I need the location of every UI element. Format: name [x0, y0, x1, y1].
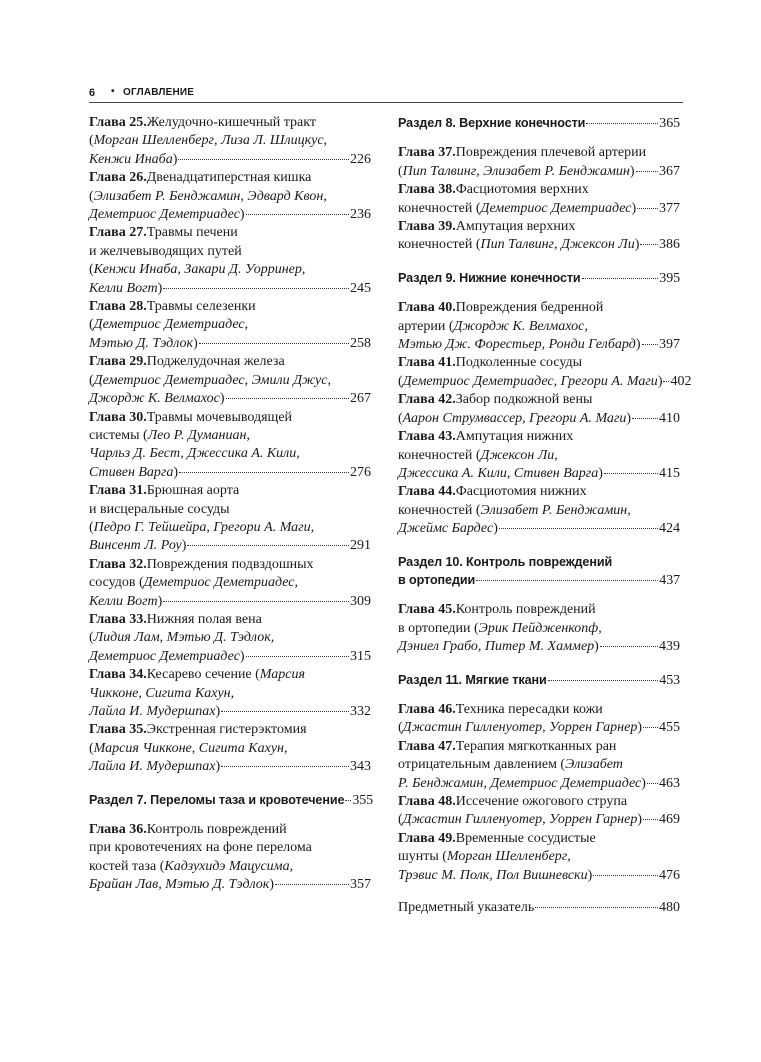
paren: (	[89, 519, 94, 535]
dot-leader	[499, 528, 658, 529]
paren: )	[626, 410, 632, 426]
chapter-title: костей таза (	[89, 858, 165, 874]
chapter-authors: Деметриос Деметриадес	[480, 200, 632, 216]
chapter-authors: Трэвис М. Полк, Пол Вишневски	[398, 867, 588, 883]
paren: )	[598, 465, 603, 481]
chapter-label: Глава 47.	[398, 738, 456, 754]
dot-leader	[226, 398, 349, 399]
dot-leader	[636, 171, 658, 172]
paren: )	[631, 200, 637, 216]
dot-leader	[246, 656, 349, 657]
chapter-title: Иссечение ожогового струпа	[455, 794, 628, 809]
chapter-label: Глава 45.	[398, 602, 456, 618]
chapter-title: сосудов (	[89, 575, 144, 591]
section-label: Раздел 8. Верхние конечности	[398, 116, 586, 130]
toc-entry-chapter-38[interactable]	[398, 181, 680, 218]
toc-entry-chapter-34[interactable]	[89, 666, 371, 721]
chapter-authors: Лайла И. Мудершпах	[89, 704, 216, 719]
page-ref: 226	[350, 151, 371, 167]
chapter-label: Глава 41.	[398, 355, 456, 371]
chapter-label: Глава 44.	[398, 484, 456, 500]
toc-entry-chapter-43[interactable]	[398, 428, 680, 483]
page-ref: 397	[659, 337, 680, 353]
paren: (	[89, 133, 94, 149]
paren: (	[89, 317, 94, 333]
dot-leader	[637, 208, 658, 209]
header-rule	[89, 102, 683, 103]
paren: (	[89, 188, 94, 204]
page-ref: 463	[659, 775, 680, 791]
dot-leader	[476, 580, 658, 581]
paren: (	[89, 372, 94, 388]
chapter-title: и желчевыводящих путей	[89, 243, 242, 259]
chapter-title: при кровотечениях на фоне перелома	[89, 840, 312, 856]
chapter-authors: Морган Шелленберг, Лиза Л. Шлицкус,	[93, 133, 328, 149]
page-ref: 424	[659, 521, 680, 537]
paren: )	[239, 207, 245, 223]
page-ref: 386	[659, 237, 680, 253]
chapter-title: Брюшная аорта	[146, 483, 240, 499]
paren: )	[637, 720, 643, 736]
dot-leader	[586, 123, 658, 124]
chapter-title: Техника пересадки кожи	[455, 701, 603, 717]
chapter-authors: Келли Вогт	[89, 280, 158, 296]
toc-left-column	[89, 114, 374, 895]
header-bullet: •	[111, 86, 115, 97]
dot-leader	[178, 159, 349, 160]
page-ref: 357	[350, 877, 371, 893]
section-label: Раздел 10. Контроль повреждений	[398, 554, 613, 569]
chapter-title: Фасциотомия нижних	[455, 484, 587, 500]
paren: )	[657, 373, 663, 389]
dot-leader	[604, 473, 658, 474]
running-header	[89, 86, 683, 100]
chapter-label: Глава 37.	[398, 145, 456, 161]
chapter-authors: Марсия Чикконе, Сигита Кахун,	[93, 740, 288, 756]
chapter-label: Глава 33.	[89, 611, 147, 627]
paren: )	[629, 163, 635, 179]
dot-leader	[187, 545, 349, 546]
toc-section-8[interactable]	[398, 114, 680, 133]
dot-leader	[643, 727, 658, 728]
toc-entry-subject-index[interactable]	[398, 899, 680, 917]
paren: )	[157, 280, 163, 296]
section-label: Раздел 9. Нижние конечности	[398, 270, 581, 285]
chapter-title: Повреждения бедренной	[455, 300, 604, 316]
dot-leader	[179, 472, 349, 473]
chapter-authors: Марсия	[259, 667, 305, 683]
chapter-title: Экстренная гистерэктомия	[146, 722, 307, 738]
chapter-label: Глава 49.	[398, 830, 456, 846]
toc-right-column	[398, 114, 692, 917]
chapter-authors: Кадзухидэ Мацусима,	[164, 858, 294, 874]
toc-entry-chapter-30[interactable]	[89, 409, 371, 483]
chapter-title: Травмы печени	[146, 225, 238, 241]
toc-entry-chapter-37[interactable]	[398, 144, 680, 181]
page-number: 6	[89, 87, 96, 99]
chapter-authors: Педро Г. Тейшейра, Грегори А. Маги,	[93, 519, 315, 535]
page-ref: 365	[659, 116, 680, 131]
chapter-authors: Джастин Гилленуотер, Уоррен Гарнер	[402, 720, 638, 736]
dot-leader	[548, 680, 659, 681]
chapter-authors: Р. Бенджамин, Деметриос Деметриадес	[398, 775, 642, 791]
paren: )	[215, 704, 221, 719]
chapter-label: Глава 32.	[89, 556, 147, 572]
chapter-authors: Кенжи Инаба	[89, 151, 173, 167]
chapter-title: Ампутация нижних	[455, 429, 574, 445]
chapter-authors: Деметриос Деметриадес,	[143, 575, 299, 591]
toc-entry-chapter-33[interactable]	[89, 611, 371, 666]
toc-entry-chapter-26[interactable]	[89, 169, 371, 224]
chapter-title: Кесарево сечение (	[146, 667, 260, 683]
chapter-title: конечностей (	[398, 237, 481, 253]
chapter-title: Забор подкожной вены	[455, 392, 593, 408]
toc-section-10[interactable]	[398, 553, 680, 591]
page-ref: 276	[350, 464, 371, 480]
toc-entry-chapter-47[interactable]	[398, 738, 680, 793]
page-ref: 455	[659, 720, 680, 736]
toc-entry-chapter-39[interactable]	[398, 218, 680, 255]
chapter-label: Глава 46.	[398, 701, 456, 717]
paren: )	[637, 812, 643, 828]
toc-section-7[interactable]	[89, 791, 374, 810]
page-ref: 258	[350, 335, 371, 351]
chapter-authors: Мэтью Д. Тэдлок	[89, 335, 194, 351]
chapter-authors: Элизабет Р. Бенджамин, Эдвард Квон,	[93, 188, 327, 204]
chapter-title: Контроль повреждений	[146, 822, 287, 838]
chapter-title: Временные сосудистые	[455, 830, 596, 846]
chapter-title: конечностей (	[398, 502, 481, 518]
dot-leader	[600, 646, 658, 647]
chapter-authors: Лайла И. Мудершпах	[89, 759, 216, 775]
toc-entry-chapter-46[interactable]	[398, 701, 680, 738]
chapter-authors: Джессика А. Кили, Стивен Варга	[398, 465, 599, 481]
toc-entry-chapter-48[interactable]	[398, 793, 680, 830]
chapter-label: Глава 28.	[89, 299, 147, 315]
page-ref: 367	[659, 163, 680, 179]
chapter-authors: Джордж К. Велмахос,	[453, 318, 588, 334]
paren: )	[157, 593, 163, 609]
dot-leader	[647, 783, 658, 784]
paren: )	[269, 877, 275, 893]
chapter-authors: Деметриос Деметриадес, Грегори А. Маги	[402, 373, 658, 389]
chapter-title: артерии (	[398, 318, 454, 334]
chapter-authors: Элизабет Р. Бенджамин,	[480, 502, 631, 518]
page-ref: 236	[350, 207, 371, 223]
chapter-label: Глава 36.	[89, 822, 147, 838]
chapter-title: Подколенные сосуды	[455, 355, 583, 371]
page-ref: 476	[659, 867, 680, 883]
paren: )	[493, 521, 498, 537]
page-ref: 437	[659, 572, 680, 588]
toc-entry-chapter-29[interactable]	[89, 353, 371, 408]
chapter-label: Глава 29.	[89, 354, 147, 370]
chapter-label: Глава 27.	[89, 225, 147, 241]
chapter-label: Глава 38.	[398, 182, 456, 198]
paren: )	[594, 639, 599, 655]
paren: (	[398, 373, 403, 389]
toc-entry-chapter-45[interactable]	[398, 601, 680, 656]
paren: (	[398, 812, 403, 828]
chapter-title: Фасциотомия верхних	[455, 182, 589, 198]
toc-entry-chapter-32[interactable]	[89, 556, 371, 611]
chapter-label: Глава 43.	[398, 429, 456, 445]
chapter-authors: Пип Талвинг, Элизабет Р. Бенджамин	[402, 163, 630, 179]
dot-leader	[221, 766, 349, 767]
paren: )	[634, 237, 640, 253]
toc-entry-chapter-35[interactable]	[89, 721, 371, 776]
chapter-label: Глава 34.	[89, 667, 147, 683]
paren: (	[398, 163, 403, 179]
dot-leader	[221, 711, 349, 712]
chapter-label: Глава 31.	[89, 483, 147, 499]
chapter-title: системы (	[89, 427, 148, 443]
toc-entry-chapter-31[interactable]	[89, 482, 371, 556]
page-ref: 315	[350, 648, 371, 664]
chapter-title: конечностей (	[398, 200, 481, 216]
paren: )	[173, 464, 179, 480]
paren: (	[89, 740, 94, 756]
page-ref: 402	[670, 373, 692, 389]
chapter-title: Контроль повреждений	[455, 602, 596, 618]
page-ref: 439	[659, 639, 680, 655]
page-ref: 453	[659, 672, 680, 688]
chapter-authors: Дэниел Грабо, Питер М. Хаммер	[398, 639, 595, 655]
chapter-title: Повреждения плечевой артерии	[455, 145, 647, 161]
chapter-authors: Мэтью Дж. Форестьер, Ронди Гелбард	[398, 337, 636, 353]
chapter-authors: Элизабет	[565, 757, 623, 773]
chapter-label: Глава 25.	[89, 115, 147, 130]
dot-leader	[246, 214, 349, 215]
toc-entry-chapter-41[interactable]	[398, 354, 692, 391]
chapter-authors: Деметриос Деметриадес, Эмили Джус,	[93, 372, 331, 388]
chapter-authors: Аарон Струмвассер, Грегори А. Маги	[402, 410, 627, 426]
chapter-title: Двенадцатиперстная кишка	[146, 170, 312, 186]
page-ref: 309	[350, 593, 371, 609]
page-ref: 480	[659, 900, 680, 916]
paren: )	[219, 391, 225, 407]
chapter-authors: Келли Вогт	[89, 593, 158, 609]
chapter-authors: Чикконе, Сигита Кахун,	[89, 685, 235, 701]
dot-leader	[535, 907, 658, 908]
dot-leader	[345, 800, 351, 801]
chapter-label: Глава 35.	[89, 722, 147, 738]
section-label: Раздел 7. Переломы таза и кровотечение	[89, 792, 345, 807]
chapter-label: Глава 48.	[398, 794, 456, 809]
chapter-authors: Пип Талвинг, Джексон Ли	[480, 237, 635, 253]
chapter-label: Глава 30.	[89, 409, 147, 425]
paren: )	[172, 151, 178, 167]
page-ref: 355	[352, 792, 374, 808]
toc-entry-chapter-36[interactable]	[89, 821, 371, 895]
toc-entry-chapter-25[interactable]	[89, 114, 371, 169]
paren: )	[635, 337, 641, 353]
dot-leader	[163, 601, 349, 602]
chapter-title: Ампутация верхних	[455, 219, 576, 235]
chapter-authors: Стивен Варга	[89, 464, 174, 480]
chapter-authors: Лео Р. Думаниан,	[147, 427, 250, 443]
page-ref: 343	[350, 759, 371, 775]
chapter-label: Глава 40.	[398, 300, 456, 316]
dot-leader	[640, 244, 658, 245]
chapter-title: Нижняя полая вена	[146, 611, 262, 627]
chapter-authors: Джеймс Бардес	[398, 521, 494, 537]
paren: (	[89, 262, 94, 278]
paren: )	[641, 775, 646, 791]
chapter-authors: Джастин Гилленуотер, Уоррен Гарнер	[402, 812, 638, 828]
paren: )	[215, 759, 221, 775]
chapter-authors: Кенжи Инаба, Закари Д. Уорринер,	[93, 262, 306, 278]
page-ref: 395	[659, 270, 680, 286]
section-label: Раздел 11. Мягкие ткани	[398, 672, 547, 687]
chapter-authors: Брайан Лав, Мэтью Д. Тэдлок	[89, 877, 270, 893]
page-ref: 415	[659, 465, 680, 481]
paren: )	[587, 867, 593, 883]
chapter-authors: Чарльз Д. Бест, Джессика А. Кили,	[89, 446, 300, 462]
chapter-title: Терапия мягкотканных ран	[455, 738, 617, 754]
toc-entry-chapter-49[interactable]	[398, 830, 680, 885]
chapter-title: Повреждения подвздошных	[146, 556, 314, 572]
toc-entry-chapter-40[interactable]	[398, 299, 680, 354]
page-ref: 291	[350, 538, 371, 554]
toc-section-9[interactable]	[398, 269, 680, 288]
page-ref: 245	[350, 280, 371, 296]
chapter-title: Травмы мочевыводящей	[146, 409, 293, 425]
paren: )	[239, 648, 245, 664]
toc-entry-chapter-44[interactable]	[398, 483, 680, 538]
dot-leader	[275, 884, 349, 885]
chapter-label: Глава 39.	[398, 219, 456, 235]
dot-leader	[593, 875, 658, 876]
dot-leader	[163, 288, 349, 289]
chapter-title: Поджелудочная железа	[146, 354, 285, 370]
paren: (	[89, 630, 94, 646]
paren: (	[398, 720, 403, 736]
dot-leader	[582, 278, 659, 279]
toc-entry-chapter-42[interactable]	[398, 391, 680, 428]
chapter-title: Желудочно-кишечный тракт	[146, 115, 316, 130]
chapter-authors: Джексон Ли,	[480, 447, 558, 463]
page-ref: 469	[659, 812, 680, 828]
dot-leader	[642, 344, 658, 345]
toc-section-11[interactable]	[398, 671, 680, 690]
chapter-label: Глава 42.	[398, 392, 456, 408]
chapter-label: Глава 26.	[89, 170, 147, 186]
chapter-title: и висцеральные сосуды	[89, 501, 230, 517]
chapter-authors: Лидия Лам, Мэтью Д. Тэдлок,	[93, 630, 275, 646]
paren: )	[181, 538, 187, 554]
dot-leader	[199, 343, 349, 344]
chapter-authors: Винсент Л. Роу	[89, 538, 182, 554]
chapter-authors: Деметриос Деметриадес	[89, 207, 240, 223]
page-ref: 267	[350, 391, 371, 407]
section-label: в ортопедии	[398, 572, 476, 587]
chapter-authors: Деметриос Деметриадес,	[93, 317, 249, 333]
chapter-authors: Морган Шелленберг,	[446, 849, 571, 865]
chapter-title: отрицательным давлением (	[398, 757, 566, 773]
chapter-title: конечностей (	[398, 447, 481, 463]
page-ref: 377	[659, 200, 680, 216]
chapter-authors: Джордж К. Велмахос	[89, 391, 220, 407]
toc-entry-chapter-27[interactable]	[89, 224, 371, 298]
dot-leader	[663, 381, 669, 382]
chapter-title: Травмы селезенки	[146, 299, 256, 315]
chapter-authors: Деметриос Деметриадес	[89, 648, 240, 664]
page-ref: 332	[350, 704, 371, 719]
header-title: ОГЛАВЛЕНИЕ	[123, 87, 195, 98]
page-ref: 410	[659, 410, 680, 426]
index-label: Предметный указатель	[398, 900, 535, 916]
chapter-title: в ортопедии (	[398, 620, 479, 636]
chapter-title: шунты (	[398, 849, 447, 865]
dot-leader	[643, 819, 658, 820]
toc-entry-chapter-28[interactable]	[89, 298, 371, 353]
chapter-authors: Эрик Пейдженкопф,	[478, 620, 602, 636]
paren: (	[398, 410, 403, 426]
dot-leader	[632, 418, 658, 419]
paren: )	[193, 335, 198, 351]
